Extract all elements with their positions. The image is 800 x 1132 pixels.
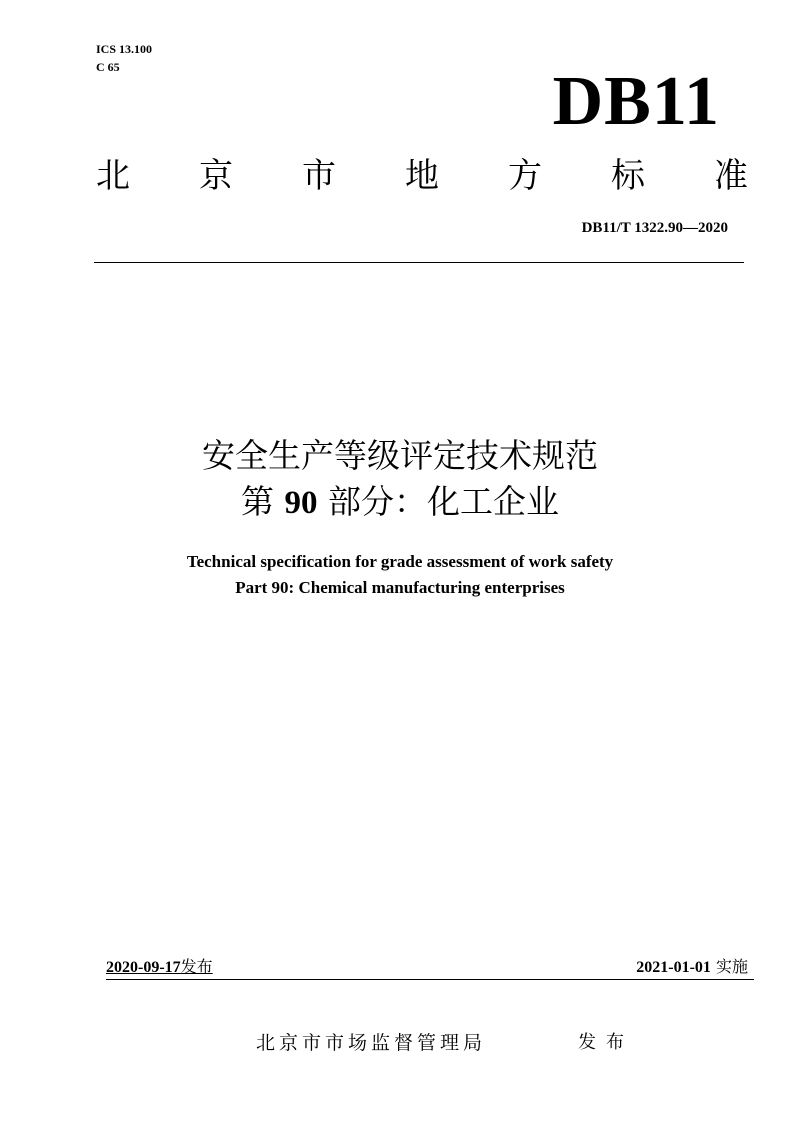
db-code-logo: DB11 [552,63,720,140]
title-part-number: 90 [284,485,318,521]
authority-title [96,152,748,200]
title-en-line2: Part 90: Chemical manufacturing enterprises [235,578,565,597]
authority-char: 京 [199,156,233,196]
publish-date [106,956,213,979]
title-part-suffix: 部分：化工企业 [328,482,559,521]
implement-date-label: 实施 [715,957,748,976]
classification-codes [96,40,152,76]
title-cn-line1: 安全生产等级评定技术规范 [202,436,598,475]
title-part-prefix: 第 [241,482,274,521]
issue-verb: 发布 [578,1032,634,1053]
standard-number: DB11/T 1322.90—2020 [581,220,728,236]
title-en-line1: Technical specification for grade assessment of work safety [186,552,614,571]
date-divider [106,979,754,980]
authority-char: 地 [405,156,439,196]
publish-date-value: 2020-09-17 [106,959,181,976]
authority-char: 市 [302,156,336,196]
authority-char: 准 [714,156,748,196]
ccs-code: C 65 [96,60,120,74]
authority-char: 北 [96,156,130,196]
implement-date-value: 2021-01-01 [636,959,711,976]
ics-code: ICS 13.100 [96,42,153,56]
title-cn-line2 [0,478,800,527]
authority-char: 标 [611,156,645,196]
publish-date-label: 发布 [180,957,213,976]
header-divider [94,262,744,263]
issuing-authority: 北京市市场监督管理局 [256,1032,487,1054]
authority-char: 方 [508,156,542,196]
implement-date [636,956,748,979]
